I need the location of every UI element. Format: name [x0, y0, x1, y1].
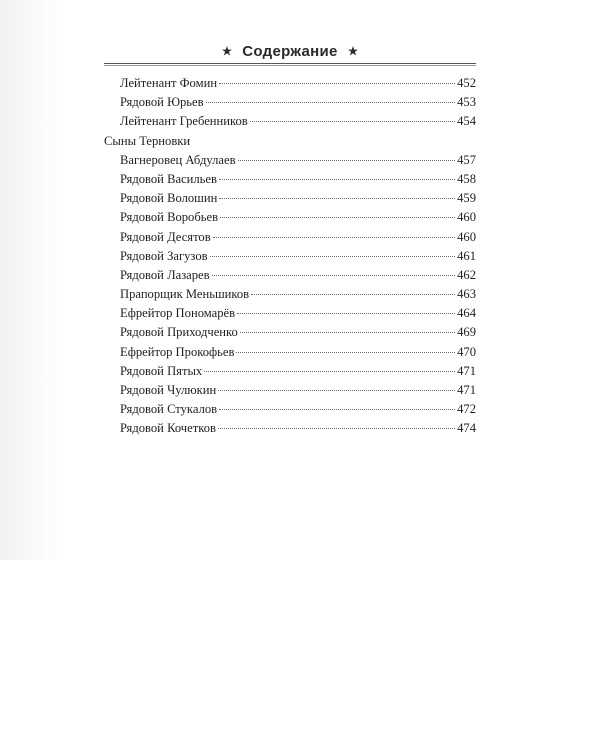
toc-entry-page-number: 460 — [457, 229, 476, 244]
toc-entry — [104, 362, 476, 381]
star-right-icon — [348, 46, 358, 56]
dot-leader — [212, 275, 456, 276]
toc-entry-title: Рядовой Десятов — [120, 229, 211, 244]
toc-entry — [104, 419, 476, 438]
toc-section-heading — [104, 132, 476, 151]
toc-entry — [104, 323, 476, 342]
toc-entry-title: Лейтенант Гребенников — [120, 114, 248, 129]
toc-entry-page-number: 464 — [457, 306, 476, 321]
dot-leader — [237, 313, 455, 314]
toc-entry-page-number: 459 — [457, 191, 476, 206]
toc-entry-page-number: 472 — [457, 402, 476, 417]
toc-entry-title: Рядовой Волошин — [120, 191, 218, 206]
toc-entry — [104, 400, 476, 419]
toc-entry — [104, 170, 476, 189]
toc-entry — [104, 151, 476, 170]
toc-entry-page-number: 469 — [457, 325, 476, 340]
header-rule — [104, 63, 476, 64]
toc-entry-title: Рядовой Стукалов — [120, 402, 218, 417]
toc-entry-page-number: 470 — [457, 344, 476, 359]
toc-entry-page-number: 471 — [457, 383, 476, 397]
dot-leader — [251, 294, 455, 295]
toc-entry — [104, 189, 476, 208]
toc-entry — [104, 266, 476, 285]
toc-entry-page-number: 453 — [457, 95, 476, 110]
dot-leader — [238, 160, 456, 161]
dot-leader — [220, 217, 455, 218]
toc-entry-title: Рядовой Юрьев — [120, 95, 204, 110]
toc-entry-page-number: 471 — [457, 363, 476, 378]
dot-leader — [250, 121, 455, 122]
toc-entry-page-number: 457 — [457, 152, 476, 167]
toc-entry-title: Лейтенант Фомин — [120, 76, 218, 90]
toc-entry-title: Рядовой Приходченко — [120, 325, 238, 340]
toc-entry — [104, 285, 476, 304]
page-title: Содержание — [242, 42, 338, 60]
dot-leader — [219, 198, 455, 199]
toc-entry-title: Рядовой Загузов — [120, 248, 208, 263]
toc-entry-title: Рядовой Кочетков — [120, 421, 216, 436]
header-row — [104, 40, 476, 62]
toc-entry-title: Ефрейтор Прокофьев — [120, 344, 235, 359]
dot-leader — [219, 409, 455, 410]
toc-entry-page-number: 474 — [457, 421, 476, 436]
toc-entry-page-number: 460 — [457, 210, 476, 225]
toc-entry — [104, 93, 476, 112]
toc-entry-title: Рядовой Чулюкин — [120, 383, 217, 397]
dot-leader — [206, 102, 456, 103]
toc-entry — [104, 228, 476, 247]
toc-entry-title: Прапорщик Меньшиков — [120, 287, 250, 302]
toc-entry-page-number: 458 — [457, 171, 476, 186]
toc-entry-title: Рядовой Пятых — [120, 363, 203, 378]
toc-entry-title: Ефрейтор Пономарёв — [120, 306, 236, 321]
dot-leader — [219, 83, 455, 84]
toc-entry — [104, 343, 476, 362]
toc-entry — [104, 304, 476, 323]
dot-leader — [204, 371, 455, 372]
toc-entry-title: Рядовой Лазарев — [120, 267, 210, 282]
toc-entry — [104, 74, 476, 93]
toc-entry — [104, 381, 476, 400]
dot-leader — [213, 237, 455, 238]
header-rule-secondary — [104, 65, 476, 66]
dot-leader — [218, 390, 455, 391]
table-of-contents — [104, 74, 476, 439]
toc-entry-page-number: 452 — [457, 76, 476, 90]
dot-leader — [236, 352, 455, 353]
toc-entry-title: Сыны Терновки — [104, 133, 191, 148]
toc-entry-title: Вагнеровец Абдулаев — [120, 152, 236, 167]
toc-entry — [104, 112, 476, 131]
toc-entry-title: Рядовой Воробьев — [120, 210, 219, 225]
dot-leader — [219, 179, 455, 180]
dot-leader — [218, 428, 455, 429]
dot-leader — [240, 332, 455, 333]
toc-entry-page-number: 462 — [457, 267, 476, 282]
toc-entry-title: Рядовой Васильев — [120, 171, 217, 186]
toc-entry — [104, 247, 476, 266]
toc-entry-page-number: 461 — [457, 248, 476, 263]
star-left-icon — [222, 46, 232, 56]
toc-entry — [104, 208, 476, 227]
dot-leader — [210, 256, 456, 257]
toc-entry-page-number: 463 — [457, 287, 476, 302]
toc-entry-page-number: 454 — [457, 114, 476, 129]
page-header — [104, 40, 476, 62]
